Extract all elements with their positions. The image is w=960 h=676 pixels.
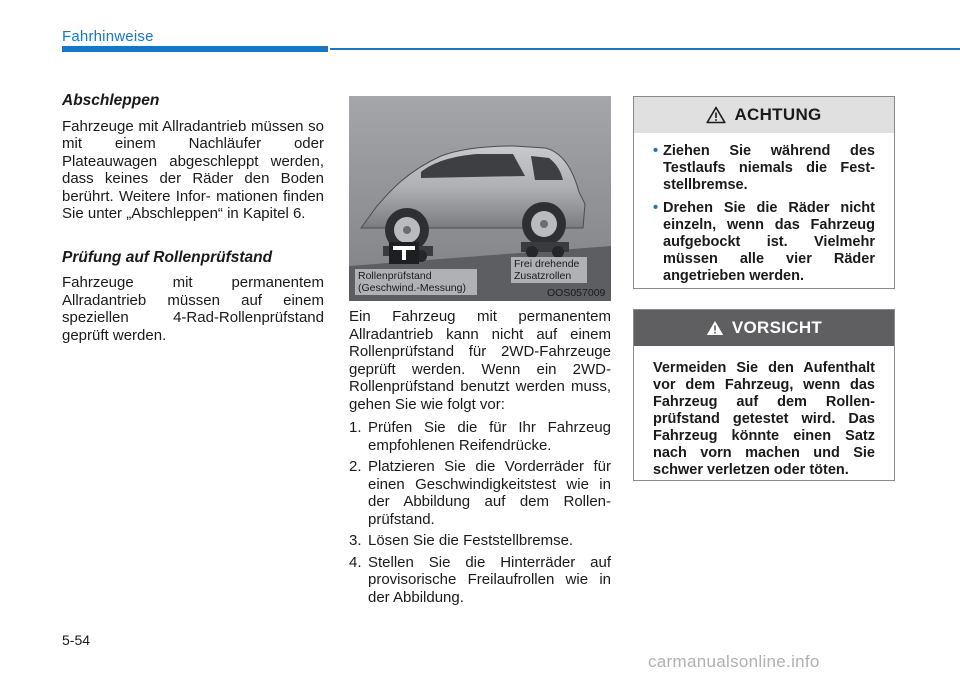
list-item: 2. Platzieren Sie die Vorderräder für einen Geschwindigkeitstest wie in der Abbildung auf dem Rollen- prüfstand. <box>349 458 611 528</box>
section-header: Fahrhinweise <box>62 28 154 45</box>
figure-label-free-rollers: Frei drehende Zusatzrollen <box>511 257 587 283</box>
achtung-box <box>633 96 895 289</box>
intro-paragraph: Ein Fahrzeug mit permanentem Allradantrieb kann nicht auf einem Rollenprüfstand für 2WD-Fahrzeuge geprüft werden. Wenn ein 2WD- Rollenprüfstand benutzt werden muss, gehen Sie wie folgt vor: <box>349 308 611 413</box>
list-item: 3. Lösen Sie die Feststellbremse. <box>349 532 574 549</box>
para-rollenpruefstand: Fahrzeuge mit permanentem Allradantrieb müssen auf einem speziellen 4-Rad-Rollenprüfstand geprüft werden. <box>62 274 324 344</box>
vorsicht-body <box>634 346 894 487</box>
para-abschleppen: Fahrzeuge mit Allradantrieb müssen so mit einem Nachläufer oder Plateauwagen abgeschleppt werden, dass keines der Räder den Boden berührt. Weitere Infor- mationen finden Sie unter „Abschleppen“ in Kapitel 6. <box>62 117 324 222</box>
page-number: 5-54 <box>62 632 91 648</box>
step-list <box>349 419 611 606</box>
bullet-icon: • <box>653 200 659 216</box>
achtung-header <box>634 97 894 133</box>
heading-abschleppen: Abschleppen <box>62 92 160 109</box>
heading-rollenpruefstand: Prüfung auf Rollenprüfstand <box>62 248 273 266</box>
vorsicht-text: Vermeiden Sie den Aufenthalt vor dem Fahrzeug, wenn das Fahrzeug auf dem Rollen- prüfstand getestet wird. Das Fahrzeug könnte einen Satz nach vorn machen und Sie schwer verletzen oder töten. <box>653 360 875 478</box>
middle-column <box>349 308 611 610</box>
figure-code: OOS057009 <box>547 287 606 299</box>
warning-triangle-icon <box>706 320 724 336</box>
warning-triangle-icon <box>706 106 726 124</box>
vorsicht-title: VORSICHT <box>731 318 823 337</box>
achtung-title: ACHTUNG <box>734 105 822 124</box>
list-item: 1. Prüfen Sie die für Ihr Fahrzeug empfohlenen Reifendrücke. <box>349 419 611 454</box>
list-item: • Ziehen Sie während des Testlaufs niemals die Fest- stellbremse. <box>653 143 875 193</box>
vorsicht-header <box>634 310 894 346</box>
figure-label-dyno: Rollenprüfstand (Geschwind.-Messung) <box>355 269 477 295</box>
achtung-body <box>634 133 894 299</box>
vorsicht-box <box>633 309 895 481</box>
watermark: carmanualsonline.info <box>648 652 820 671</box>
left-column <box>62 92 324 344</box>
header-rule-thick <box>62 46 328 52</box>
list-item: 4. Stellen Sie die Hinterräder auf provisorische Freilaufrollen wie in der Abbildung. <box>349 553 611 606</box>
bullet-icon: • <box>653 143 659 159</box>
list-item: • Drehen Sie die Räder nicht einzeln, wenn das Fahrzeug aufgebockt ist. Vielmehr müssen alle vier Räder angetrieben werden. <box>653 200 875 284</box>
header-rule-thin <box>330 48 960 50</box>
